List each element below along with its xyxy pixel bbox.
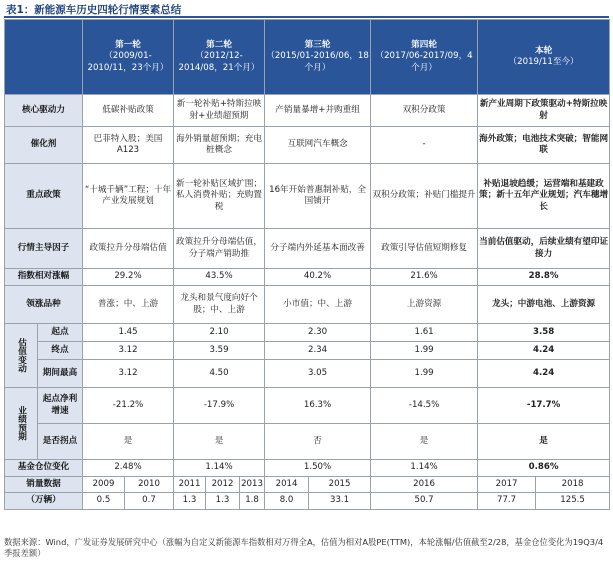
row-sales-values: （万辆） 0.5 0.7 1.3 1.3 1.8 8.0 33.1 50.7 77.7 125.5: [5, 493, 610, 510]
sales-year: 2013: [240, 477, 265, 493]
sales-year: 2018: [536, 477, 610, 493]
header-round-1: 第一轮 （2009/01-2010/11，23个月）: [83, 20, 174, 95]
sales-year: 2017: [478, 477, 536, 493]
row-valuation-start: 估值变动 起点 1.45 2.10 2.30 1.61 3.58: [5, 324, 610, 342]
header-round-2: 第二轮 （2012/12-2014/08，21个月）: [174, 20, 265, 95]
sales-value: 1.3: [174, 493, 206, 510]
row-core-driver: 核心驱动力 低碳补贴政策 新一轮补贴+特斯拉映射+业绩超预期 产销量暴增+并购重组 双积分政策 新产业周期下政策驱动+特斯拉映射: [5, 95, 610, 127]
row-valuation-end: 终点 3.12 3.59 2.34 1.99 4.24: [5, 342, 610, 360]
source-footnote: 数据来源：Wind，广发证券发展研究中心（涨幅为自定义新能源车指数相对万得全A，估值为相对A股PE(TTM)，本轮涨幅/估值截至2/28，基金仓位变化为19Q3/4季报差额）: [4, 537, 604, 559]
header-round-3: 第三轮 （2015/01-2016/06，18个月）: [265, 20, 371, 95]
sales-value: 8.0: [265, 493, 309, 510]
sales-year: 2010: [125, 477, 174, 493]
header-round-4: 第四轮 （2017/06-2017/09，4个月）: [371, 20, 478, 95]
sales-year: 2012: [206, 477, 240, 493]
title-underline: [4, 16, 609, 18]
sales-value: 1.8: [240, 493, 265, 510]
sales-value: 33.1: [309, 493, 371, 510]
valuation-group-label: 估值变动: [5, 324, 38, 388]
row-leading-factor: 行情主导因子 政策拉升分母端估值 政策拉升分母端估值，分子端产销助推 分子端内外延基本面改善 政策引导估值短期修复 当前估值驱动，后续业绩有望印证接力: [5, 229, 610, 269]
sales-year: 2014: [265, 477, 309, 493]
row-index-gain: 指数相对涨幅 29.2% 43.5% 40.2% 21.6% 28.8%: [5, 269, 610, 286]
earnings-group-label: 业绩预期: [5, 388, 38, 460]
row-earnings-turning-point: 是否拐点 是 是 否 是 是: [5, 424, 610, 460]
header-corner: [5, 20, 83, 95]
row-valuation-peak: 期间最高 3.12 4.50 3.05 1.99 4.24: [5, 360, 610, 388]
sales-year: 2015: [309, 477, 371, 493]
row-earnings-growth: 业绩预期 起点净利增速 -21.2% -17.9% 16.3% -14.5% -17.7%: [5, 388, 610, 424]
sales-year: 2009: [83, 477, 125, 493]
row-sales-years: 销量数据 2009 2010 2011 2012 2013 2014 2015 2016 2017 2018: [5, 477, 610, 493]
row-catalyst: 催化剂 巴菲特入股；美国A123 海外销量超预期；充电桩概念 互联网汽车概念 - 海外政策；电池技术突破；智能网联: [5, 127, 610, 164]
sales-year: 2016: [371, 477, 478, 493]
sales-value: 77.7: [478, 493, 536, 510]
row-leading-sectors: 领涨品种 普涨；中、上游 龙头和景气度向好个股；中、上游 小市值；中、上游 上游资源 龙头；中游电池、上游资源: [5, 286, 610, 324]
sales-value: 50.7: [371, 493, 478, 510]
row-fund-position: 基金仓位变化 2.48% 1.14% 1.50% 1.14% 0.86%: [5, 460, 610, 477]
sales-value: 0.5: [83, 493, 125, 510]
sales-value: 1.3: [206, 493, 240, 510]
market-summary-table: [4, 19, 610, 510]
row-key-policy: 重点政策 “十城千辆”工程；十年产业发展规划 新一轮补贴区域扩围；私人消费补贴；充购置税 16年开始普惠制补贴，全国铺开 双积分政策；补贴门槛提升 补贴退坡趋缓；运营端和基建政策；新十五年产业规划；汽车穗增长: [5, 164, 610, 229]
table-title: 表1：新能源车历史四轮行情要素总结: [6, 4, 182, 16]
header-round-5: 本轮 （2019/11至今）: [478, 20, 610, 95]
sales-value: 125.5: [536, 493, 610, 510]
sales-year: 2011: [174, 477, 206, 493]
sales-value: 0.7: [125, 493, 174, 510]
